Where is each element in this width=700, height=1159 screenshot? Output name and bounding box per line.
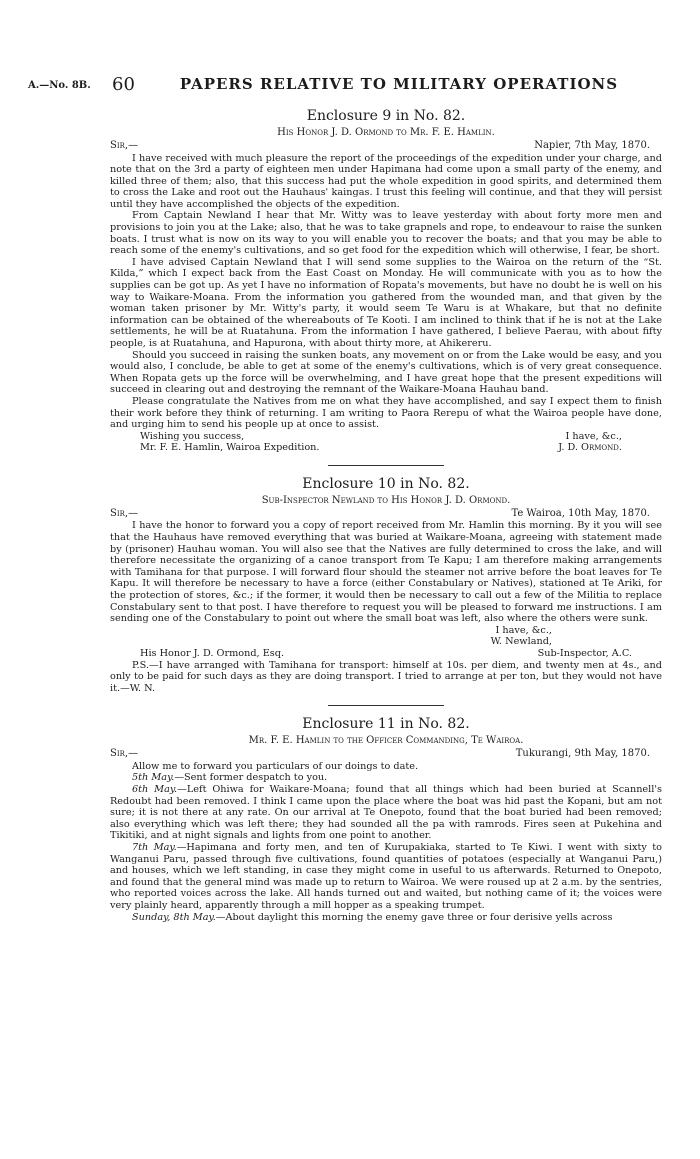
salutation-row xyxy=(110,140,662,153)
paragraph: I have advised Captain Newland that I will send some supplies to the Wairoa on the return of the “St. Kilda,” which I expect back from the East Coast on Monday. He will communicate with you as to how the supplies can be got up. As yet I have no information of Ropata's movements, but have no doubt he is well on his way to Waikare-Moana. From the information you gathered from the wounded man, and that given by the woman taken prisoner by Mr. Witty's party, it would seem Te Waru is at Whakare, but that no definite information can be obtained of the whereabouts of Te Kooti. I am inclined to think that if he is not at the Lake settlements, he will be at Ruatahuna. From the information I have gathered, I believe Paerau, with about fifty people, is at Ruatahuna, and Hapurona, with about thirty more, at Ahikereru. xyxy=(110,256,662,349)
addressee: His Honor J. D. Ormond, Esq. xyxy=(140,647,285,659)
salutation: Sir,— xyxy=(110,507,139,519)
closing-block xyxy=(110,431,662,454)
section-divider xyxy=(328,465,444,466)
entry-text: —Sent former despatch to you. xyxy=(174,772,328,784)
closing-wish: Wishing you success, xyxy=(140,430,245,442)
enclosure-title: Enclosure 11 in No. 82. xyxy=(302,716,470,733)
enclosure-10 xyxy=(110,476,662,694)
diary-entry xyxy=(110,842,662,912)
diary-entry xyxy=(110,912,662,924)
enclosure-title: Enclosure 9 in No. 82. xyxy=(306,108,466,124)
entry-text: —Hapimana and forty men, and ten of Kurupakiaka, started to Te Kiwi. I went with sixty to Wanganui Paru, passed through five cultivations, found quantities of potatoes (especially at Wanganui Paru,) and houses, which we left standing, in case they might come in useful to us afterwards. Returned to Onepoto, and found that the general mind was made up to return to Wairoa. We were roused up at 2 a.m. by the sentries, who reported voices across the lake. All hands turned out and waited, but nothing came of it; the voices were very plainly heard, apparently through a mill hopper as a speaking trumpet. xyxy=(110,842,662,911)
enclosure-subtitle: Mr. F. E. Hamlin to the Officer Commanding, Te Wairoa. xyxy=(248,735,524,747)
closing-formula: I have, &c., xyxy=(565,430,622,442)
salutation: Sir,— xyxy=(110,140,139,151)
salutation-row xyxy=(110,748,662,761)
paragraph: Please congratulate the Natives from me on what they have accomplished, and say I expect them to finish their work before they think of returning. I am writing to Paora Rerepu of what the Wairoa people have done, and urging him to send his people up at once to assist. xyxy=(110,395,662,431)
place-date: Napier, 7th May, 1870. xyxy=(534,140,650,151)
entry-date: Sunday, 8th May. xyxy=(132,911,216,923)
entry-date: 5th May. xyxy=(132,772,175,784)
section-divider xyxy=(328,705,444,706)
address-row xyxy=(110,648,662,660)
diary-entry xyxy=(110,784,662,842)
enclosure-subtitle: Sub-Inspector Newland to His Honor J. D. Ormond. xyxy=(261,494,511,506)
enclosure-11 xyxy=(110,716,662,923)
signature: W. Newland, xyxy=(490,636,552,648)
document-reference: A.—No. 8B. xyxy=(28,80,91,91)
document-body xyxy=(110,108,662,923)
enclosure-9 xyxy=(110,108,662,454)
salutation: Sir,— xyxy=(110,748,139,760)
closing-formula: I have, &c., xyxy=(495,624,552,636)
page-header xyxy=(28,72,650,96)
enclosure-title: Enclosure 10 in No. 82. xyxy=(302,475,470,492)
enclosure-subtitle: His Honor J. D. Ormond to Mr. F. E. Hamlin. xyxy=(277,127,495,138)
paragraph: I have received with much pleasure the report of the proceedings of the expedition under your charge, and note that on the 3rd a party of eighteen men under Hapimana had come upon a small party of the enemy, and killed three of them; also, that this success had put the whole expedition in good spirits, and determined them to cross the Lake and root out the Hauhaus' kaingas. I trust this feeling will continue, and that they will persist until they have accomplished the objects of the expedition. xyxy=(110,152,662,210)
paragraph: Allow me to forward you particulars of our doings to date. xyxy=(132,760,419,772)
entry-text: —Left Ohiwa for Waikare-Moana; found that all things which had been buried at Scannell's Redoubt had been removed. I think I came upon the place where the boat was hid past the Kopani, but am not sure; it is not there at any rate. On our arrival at Te Onepoto, found that the boat buried had been removed; also everything which was left there; they had sounded all the pa with ramrods. Fires seen at Pukehina and Tikitiki, and at night signals and lights from one point to another. xyxy=(110,784,662,842)
entry-date: 6th May. xyxy=(132,784,178,796)
page-number: 60 xyxy=(112,74,135,95)
signature: J. D. Ormond. xyxy=(558,442,622,454)
signatory-rank: Sub-Inspector, A.C. xyxy=(537,647,632,659)
entry-date: 7th May. xyxy=(132,842,177,853)
entry-text: —About daylight this morning the enemy gave three or four derisive yells across xyxy=(215,911,613,923)
place-date: Te Wairoa, 10th May, 1870. xyxy=(511,507,650,519)
addressee: Mr. F. E. Hamlin, Wairoa Expedition. xyxy=(140,442,320,454)
diary-entry xyxy=(110,772,662,784)
running-title: PAPERS RELATIVE TO MILITARY OPERATIONS xyxy=(179,75,619,93)
paragraph: From Captain Newland I hear that Mr. Witty was to leave yesterday with about forty more men and provisions to join you at the Lake; also, that he was to take grapnels and rope, to endeavour to raise the sunken boats. I trust what is now on its way to you will enable you to recover the boats; and that you may be able to reach some of the enemy's cultivations, and so get food for the expedition which will otherwise, I fear, be short. xyxy=(110,210,662,257)
salutation-row xyxy=(110,508,662,521)
place-date: Tukurangi, 9th May, 1870. xyxy=(515,748,650,760)
paragraph: I have the honor to forward you a copy of report received from Mr. Hamlin this morning. By it you will see that the Hauhaus have removed everything that was buried at Waikare-Moana, agreeing with statement made by (prisoner) Hauhau woman. You will also see that the Natives are fully determined to cross the lake, and will therefore necessitate the organizing of a canoe transport from Te Kapu; I am therefore making arrangements with Tamihana for that purpose. I will forward flour should the steamer not arrive before the boat leaves for Te Kapu. It will therefore be necessary to have a force (either Constabulary or Natives), stationed at Te Ariki, for the protection of stores, &c.; if the former, it would then be necessary to call out a few of the Militia to replace Constabulary sent to that post. I have therefore to request you will be pleased to forward me instructions. I am sending one of the Constabulary to point out where the small boat was left, also where the others were sunk. xyxy=(110,520,662,625)
paragraph: Should you succeed in raising the sunken boats, any movement on or from the Lake would be easy, and you would also, I conclude, be able to get at some of the enemy's cultivations, which is of very great consequence. When Ropata gets up the force will be overwhelming, and I have great hope that the present expeditions will succeed in clearing out and destroying the remnant of the Waikare-Moana Hauhau band. xyxy=(110,349,662,396)
postscript: P.S.—I have arranged with Tamihana for transport: himself at 10s. per diem, and twenty men at 4s., and only to be paid for such days as they are doing transport. I tried to arrange at per ton, but they would not have it.—W. N. xyxy=(110,659,662,694)
